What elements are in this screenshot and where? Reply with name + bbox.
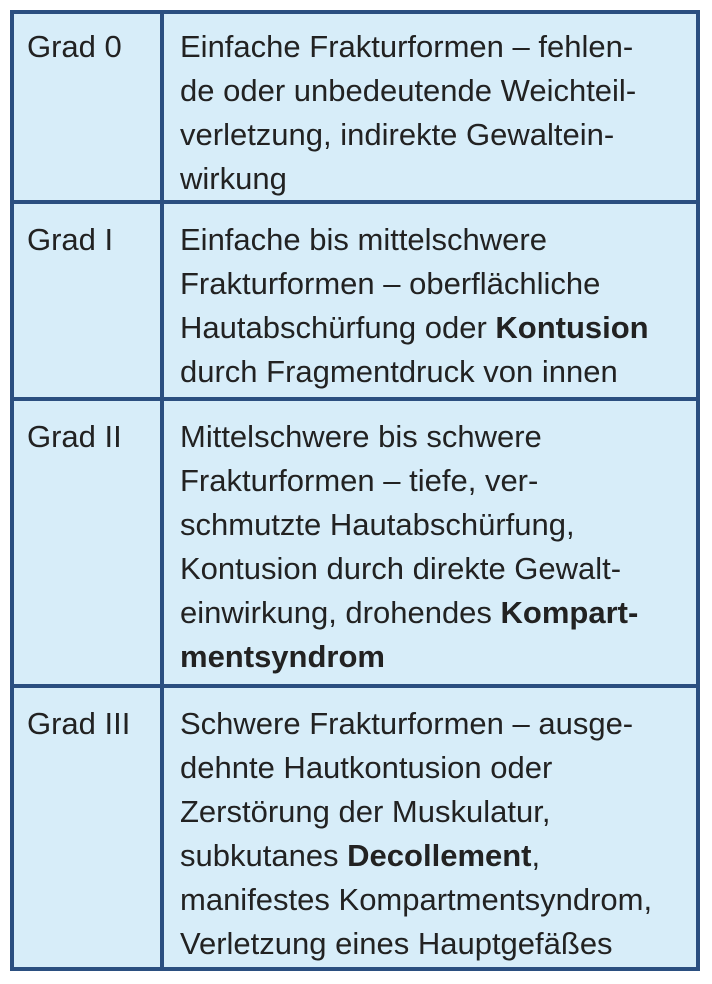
description-line <box>180 547 680 591</box>
description-text: , <box>531 838 541 873</box>
description-text: einwirkung, drohendes <box>180 595 501 630</box>
bold-term-kompartment: Kompart- <box>500 595 639 630</box>
grade-label-1: Grad I <box>27 222 114 257</box>
description-line <box>180 878 680 922</box>
description-line <box>180 113 680 157</box>
grade-description-1 <box>180 218 680 394</box>
description-text: Frakturformen – tiefe, ver- <box>180 463 539 498</box>
grade-description-0 <box>180 25 680 201</box>
description-text: schmutzte Hautabschürfung, <box>180 507 575 542</box>
bold-term-kontusion: Kontusion <box>495 310 649 345</box>
description-line <box>180 69 680 113</box>
grade-label-2: Grad II <box>27 419 122 454</box>
fracture-grade-table <box>10 10 700 971</box>
description-line <box>180 746 680 790</box>
description-text: subkutanes <box>180 838 348 873</box>
grade-description-2 <box>180 415 680 679</box>
description-line <box>180 415 680 459</box>
description-line <box>180 459 680 503</box>
description-line <box>180 635 680 679</box>
row-divider <box>14 397 696 401</box>
bold-term-syndrom: mentsyndrom <box>180 639 385 674</box>
description-line <box>180 790 680 834</box>
description-text: Frakturformen – oberflächliche <box>180 266 601 301</box>
description-text: manifestes Kompartmentsyndrom, <box>180 882 653 917</box>
description-line <box>180 306 680 350</box>
grade-description-3 <box>180 702 680 966</box>
description-line <box>180 350 680 394</box>
description-line <box>180 702 680 746</box>
description-text: wirkung <box>180 161 287 196</box>
description-text: Einfache bis mittelschwere <box>180 222 547 257</box>
description-line <box>180 503 680 547</box>
description-text: Mittelschwere bis schwere <box>180 419 542 454</box>
description-line <box>180 922 680 966</box>
grade-label-0: Grad 0 <box>27 29 122 64</box>
description-line <box>180 591 680 635</box>
description-text: Schwere Frakturformen – ausge- <box>180 706 634 741</box>
description-line <box>180 218 680 262</box>
description-text: Einfache Frakturformen – fehlen- <box>180 29 634 64</box>
description-text: Hautabschürfung oder <box>180 310 496 345</box>
description-text: dehnte Hautkontusion oder <box>180 750 553 785</box>
description-line <box>180 25 680 69</box>
description-line <box>180 262 680 306</box>
description-line <box>180 834 680 878</box>
column-divider <box>160 14 164 967</box>
description-text: Kontusion durch direkte Gewalt- <box>180 551 622 586</box>
description-text: Zerstörung der Muskulatur, <box>180 794 551 829</box>
description-line <box>180 157 680 201</box>
description-text: de oder unbedeutende Weichteil- <box>180 73 637 108</box>
description-text: Verletzung eines Hauptgefäßes <box>180 926 613 961</box>
description-text: durch Fragmentdruck von innen <box>180 354 618 389</box>
bold-term-decollement: Decollement <box>347 838 532 873</box>
grade-label-3: Grad III <box>27 706 131 741</box>
row-divider <box>14 684 696 688</box>
description-text: verletzung, indirekte Gewaltein- <box>180 117 615 152</box>
